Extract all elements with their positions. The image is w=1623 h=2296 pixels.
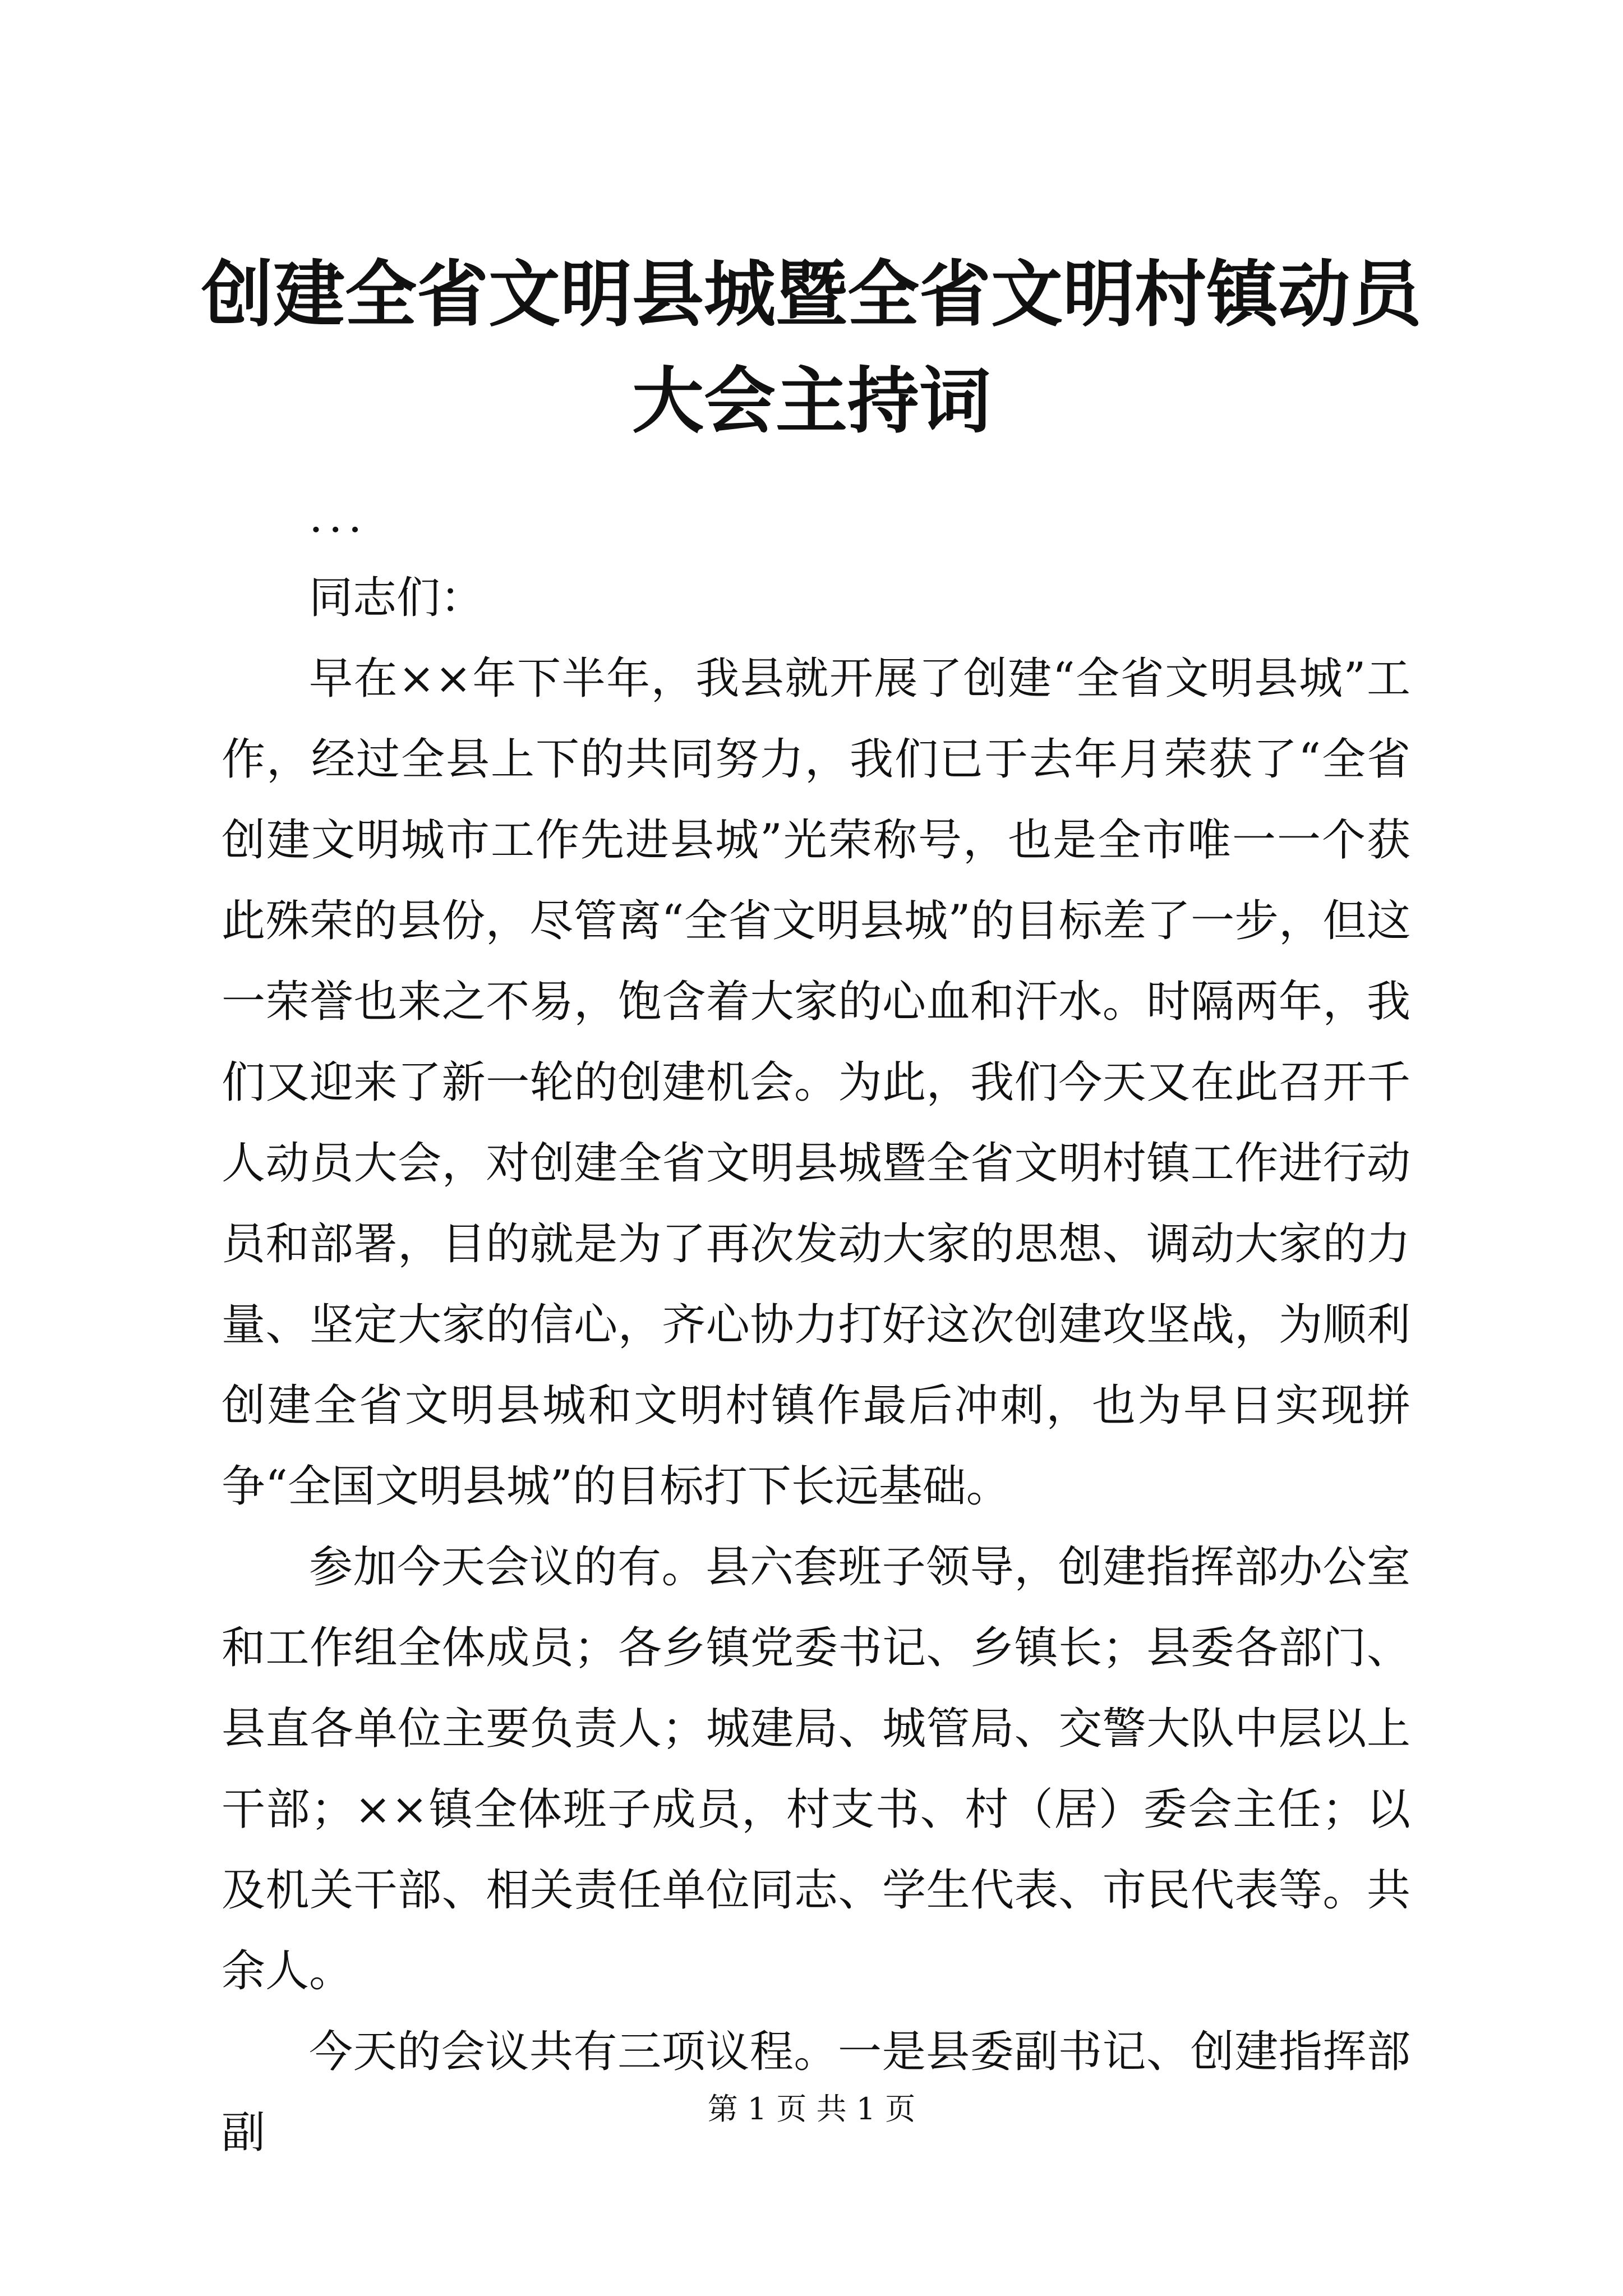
paragraph-background: 早在××年下半年，我县就开展了创建“全省文明县城”工作，经过全县上下的共同努力，我们已于去年月荣获了“全省创建文明城市工作先进县城”光荣称号，也是全市唯一一个获此殊荣的县份，尽管离“全省文明县城”的目标差了一步，但这一荣誉也来之不易，饱含着大家的心血和汗水。时隔两年，我们又迎来了新一轮的创建机会。为此，我们今天又在此召开千人动员大会，对创建全省文明县城暨全省文明村镇工作进行动员和部署，目的就是为了再次发动大家的思想、调动大家的力量、坚定大家的信心，齐心协力打好这次创建攻坚战，为顺利创建全省文明县城和文明村镇作最后冲刺，也为早日实现拼争“全国文明县城”的目标打下长远基础。 <box>222 654 1410 1512</box>
paragraph-ellipsis: ... <box>309 492 368 542</box>
page-number: 第 1 页 共 1 页 <box>707 2091 916 2127</box>
paragraph-attendees: 参加今天会议的有。县六套班子领导，创建指挥部办公室和工作组全体成员；各乡镇党委书记、乡镇长；县委各部门、县直各单位主要负责人；城建局、城管局、交警大队中层以上干部；××镇全体班子成员，村支书、村（居）委会主任；以及机关干部、相关责任单位同志、学生代表、市民代表等。共余人。 <box>222 1542 1410 1996</box>
document-title: 创建全省文明县城暨全省文明村镇动员大会主持词 <box>201 252 1422 443</box>
paragraph-agenda: 今天的会议共有三项议程。一是县委副书记、创建指挥部副 <box>222 2027 1410 2158</box>
paragraph-salutation: 同志们： <box>309 573 485 623</box>
document-body <box>222 477 1410 2173</box>
